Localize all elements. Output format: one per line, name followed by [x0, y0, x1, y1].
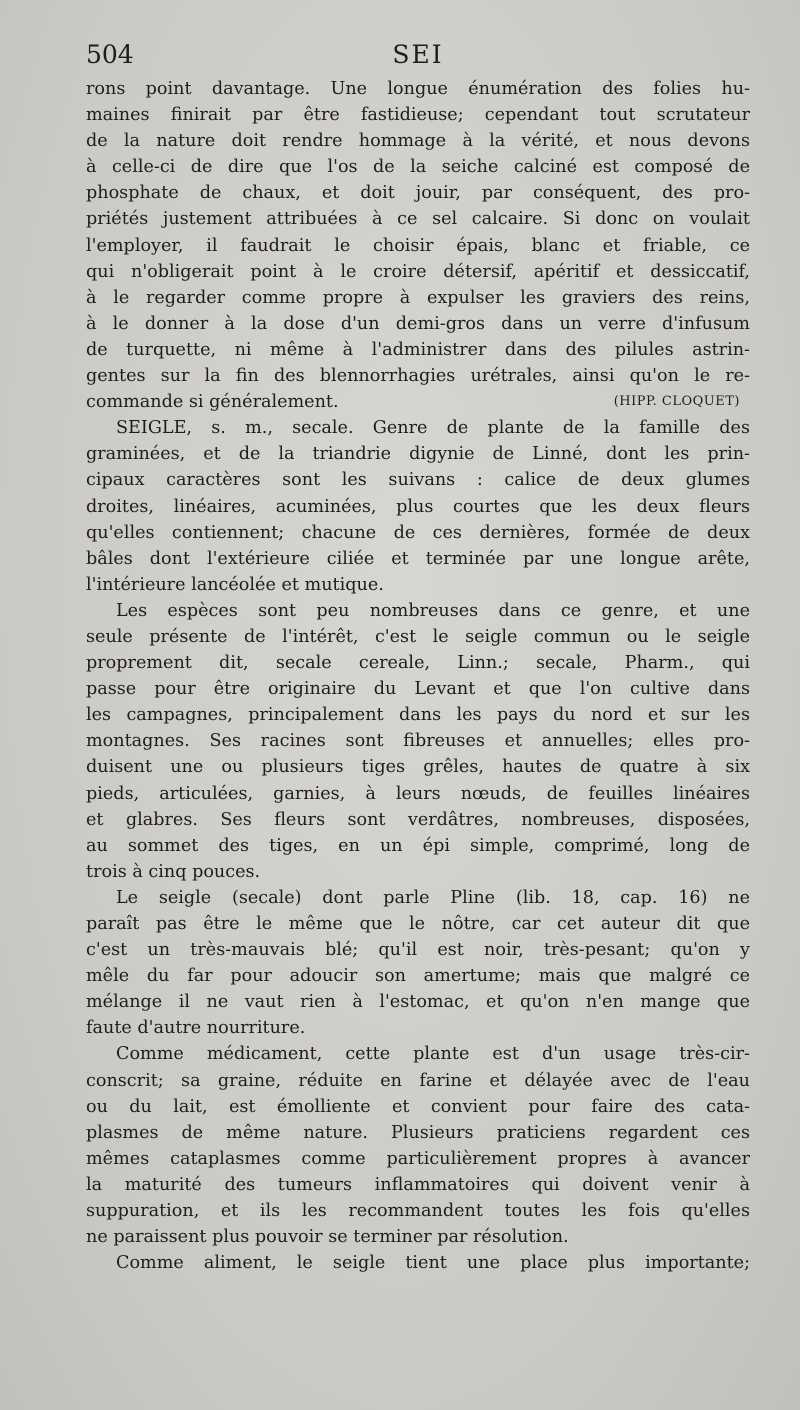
text-line [86, 259, 750, 285]
text-line-content: trois à cinq pouces. [86, 861, 261, 882]
text-line [86, 624, 750, 650]
text-line [86, 650, 750, 676]
text-line-content: rons point davantage. Une longue énumération des folies hu- [86, 79, 750, 99]
text-line [86, 702, 750, 728]
text-line-content: conscrit; sa graine, réduite en farine et délayée avec de l'eau [86, 1070, 750, 1091]
text-line-content: cipaux caractères sont les suivans : calice de deux glumes [86, 470, 750, 491]
text-line [86, 1120, 750, 1146]
text-line-content: droites, linéaires, acuminées, plus courtes que les deux fleurs [86, 496, 750, 517]
text-line-content: à celle-ci de dire que l'os de la seiche calciné est composé de [86, 157, 750, 178]
text-line-content: à le regarder comme propre à expulser les graviers des reins, [86, 287, 750, 308]
text-line [86, 807, 750, 833]
text-line-content: mélange il ne vaut rien à l'estomac, et qu'on n'en mange que [86, 992, 750, 1013]
text-line [86, 859, 750, 885]
text-line-content: gentes sur la fin des blennorrhagies urétrales, ainsi qu'on le re- [86, 366, 750, 387]
text-line [86, 676, 750, 702]
text-line [86, 754, 750, 780]
text-line [86, 1224, 750, 1250]
text-line [86, 363, 750, 389]
text-line-content: ne paraissent plus pouvoir se terminer par résolution. [86, 1227, 569, 1248]
text-line-content: les campagnes, principalement dans les pays du nord et sur les [86, 705, 750, 726]
text-line-content: pieds, articulées, garnies, à leurs nœuds, de feuilles linéaires [86, 783, 750, 804]
text-line [86, 206, 750, 232]
text-line [86, 989, 750, 1015]
text-line [86, 233, 750, 259]
text-line-content: ou du lait, est émolliente et convient pour faire des cata- [86, 1096, 750, 1117]
text-line [86, 311, 750, 337]
text-line-content: maines finirait par être fastidieuse; cependant tout scrutateur [86, 105, 750, 126]
text-line [86, 546, 750, 572]
text-line [86, 1068, 750, 1094]
text-line-content: mêmes cataplasmes comme particulièrement propres à avancer [86, 1148, 750, 1169]
text-line-content: mêle du far pour adoucir son amertume; mais que malgré ce [86, 966, 750, 987]
text-line [86, 937, 750, 963]
text-line-content: l'employer, il faudrait le choisir épais, blanc et friable, ce [86, 235, 750, 256]
text-line-content: phosphate de chaux, et doit jouir, par conséquent, des pro- [86, 183, 750, 204]
text-line-content: faute d'autre nourriture. [86, 1018, 306, 1039]
text-line [86, 885, 750, 911]
text-line-content: plasmes de même nature. Plusieurs praticiens regardent ces [86, 1122, 750, 1143]
text-line-content: suppuration, et ils les recommandent toutes les fois qu'elles [86, 1201, 750, 1222]
text-line-content: qui n'obligerait point à le croire détersif, apéritif et dessiccatif, [86, 261, 750, 282]
running-head: SEI [392, 40, 444, 69]
text-line-content: bâles dont l'extérieure ciliée et terminée par une longue arête, [86, 548, 750, 569]
text-line-content: à le donner à la dose d'un demi-gros dans un verre d'infusum [86, 313, 750, 334]
text-line-content: Le seigle (secale) dont parle Pline (lib. 18, cap. 16) ne [116, 887, 750, 908]
text-line [86, 76, 750, 102]
author-signature: (HIPP. CLOQUET) [613, 394, 740, 410]
text-line [86, 154, 750, 180]
text-line [86, 1094, 750, 1120]
text-line-content: c'est un très-mauvais blé; qu'il est noir, très-pesant; qu'on y [86, 940, 750, 961]
text-line-content: Les espèces sont peu nombreuses dans ce genre, et une [116, 600, 750, 621]
text-line [86, 911, 750, 937]
text-line [86, 285, 750, 311]
text-line [86, 467, 750, 493]
text-line [86, 833, 750, 859]
text-line [86, 781, 750, 807]
text-line [86, 102, 750, 128]
text-line-content: montagnes. Ses racines sont fibreuses et annuelles; elles pro- [86, 731, 750, 752]
text-line-content: commande si généralement. [86, 392, 339, 413]
text-line [86, 1198, 750, 1224]
text-line [86, 128, 750, 154]
text-line [86, 494, 750, 520]
text-line-content: duisent une ou plusieurs tiges grêles, hautes de quatre à six [86, 757, 750, 778]
text-line [86, 572, 750, 598]
page-number: 504 [86, 40, 134, 69]
text-line-content: l'intérieure lancéolée et mutique. [86, 574, 384, 595]
text-line [86, 1146, 750, 1172]
text-line-content: passe pour être originaire du Levant et que l'on cultive dans [86, 679, 750, 700]
text-line-content: Comme médicament, cette plante est d'un usage très-cir- [116, 1044, 750, 1065]
text-line [86, 180, 750, 206]
text-line [86, 728, 750, 754]
text-line [86, 963, 750, 989]
text-line [86, 441, 750, 467]
body-text [86, 76, 750, 1276]
text-line-content: paraît pas être le même que le nôtre, car cet auteur dit que [86, 914, 750, 934]
text-line-content: graminées, et de la triandrie digynie de Linné, dont les prin- [86, 444, 750, 465]
text-line [86, 415, 750, 441]
text-line [86, 520, 750, 546]
text-line-content: de turquette, ni même à l'administrer dans des pilules astrin- [86, 339, 750, 360]
text-line-content: proprement dit, secale cereale, Linn.; secale, Pharm., qui [86, 653, 750, 674]
text-line [86, 1041, 750, 1067]
text-line [86, 389, 750, 415]
text-line-content: de la nature doit rendre hommage à la vérité, et nous devons [86, 131, 750, 152]
text-line [86, 337, 750, 363]
text-line-content: la maturité des tumeurs inflammatoires qui doivent venir à [86, 1174, 750, 1195]
text-line-content: qu'elles contiennent; chacune de ces dernières, formée de deux [86, 522, 750, 543]
text-line-content: seule présente de l'intérêt, c'est le seigle commun ou le seigle [86, 626, 750, 647]
text-line [86, 1250, 750, 1276]
text-line [86, 1172, 750, 1198]
page-header [86, 40, 750, 76]
text-line-content: Comme aliment, le seigle tient une place plus importante; [116, 1253, 750, 1274]
text-line-content: au sommet des tiges, en un épi simple, comprimé, long de [86, 835, 750, 856]
text-line [86, 1015, 750, 1041]
text-line [86, 598, 750, 624]
text-line-content: SEIGLE, s. m., secale. Genre de plante de la famille des [116, 418, 750, 439]
text-line-content: et glabres. Ses fleurs sont verdâtres, nombreuses, disposées, [86, 809, 750, 830]
text-line-content: priétés justement attribuées à ce sel calcaire. Si donc on voulait [86, 209, 750, 230]
